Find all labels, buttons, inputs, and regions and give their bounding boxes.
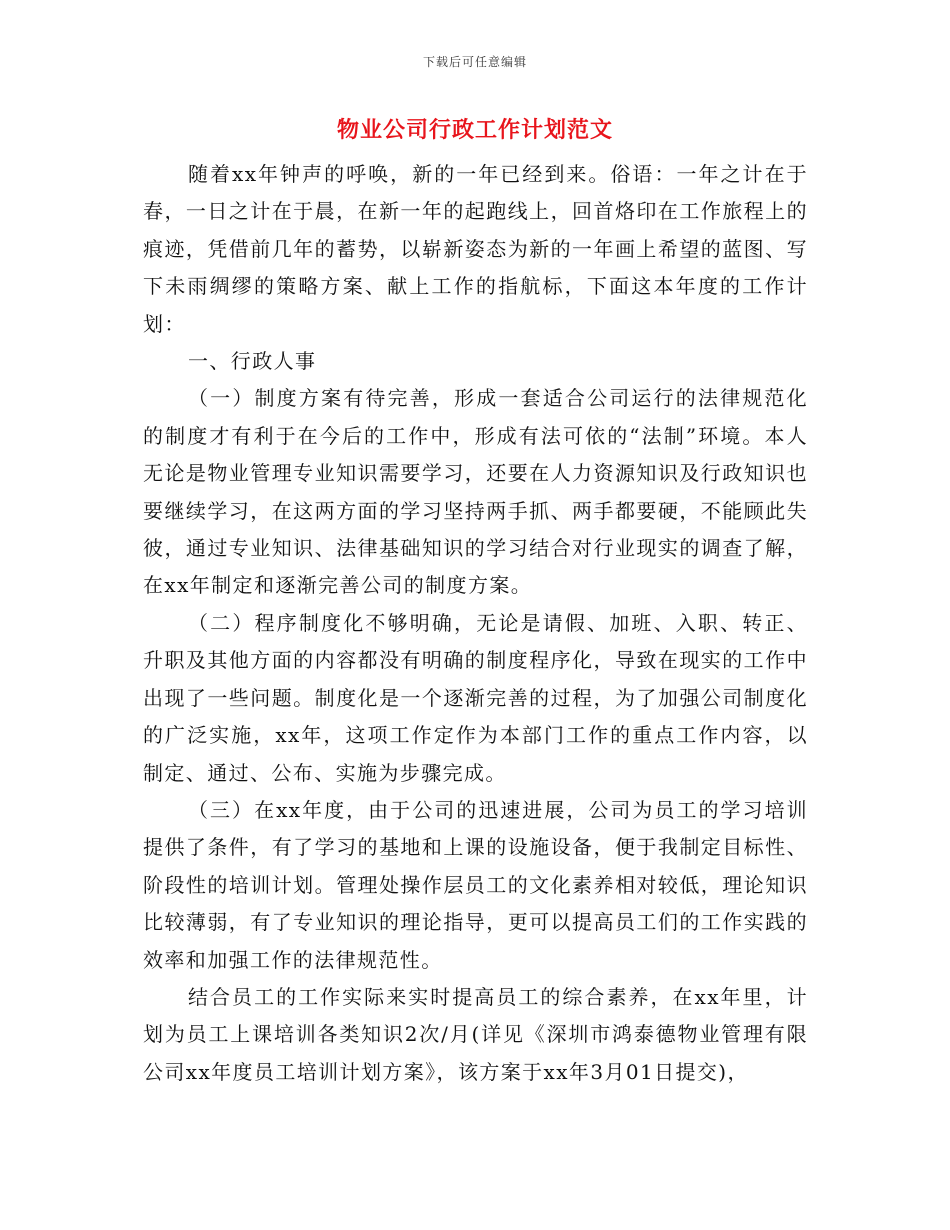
paragraph-training-plan: 结合员工的工作实际来实时提高员工的综合素养，在xx年里，计划为员工上课培训各类知识2次/月(详见《深圳市鸿泰德物业管理有限公司xx年度员工培训计划方案》，该方案于xx年3月01日提交)， — [143, 984, 808, 1084]
paragraph-intro: 随着xx年钟声的呼唤，新的一年已经到来。俗语：一年之计在于春，一日之计在于晨，在新一年的起跑线上，回首烙印在工作旅程上的痕迹，凭借前几年的蓄势，以崭新姿态为新的一年画上希望的蓝图、写下未雨绸缪的策略方案、献上工作的指航标，下面这本年度的工作计划： — [143, 162, 808, 336]
paragraph-item-2: （二）程序制度化不够明确，无论是请假、加班、入职、转正、升职及其他方面的内容都没有明确的制度程序化，导致在现实的工作中出现了一些问题。制度化是一个逐渐完善的过程，为了加强公司制度化的广泛实施，xx年，这项工作定作为本部门工作的重点工作内容，以制定、通过、公布、实施为步骤完成。 — [143, 610, 808, 785]
header-note: 下载后可任意编辑 — [422, 55, 527, 69]
document-title: 物业公司行政工作计划范文 — [336, 117, 613, 143]
paragraph-item-1: （一）制度方案有待完善，形成一套适合公司运行的法律规范化的制度才有利于在今后的工作中，形成有法可依的“法制”环境。本人无论是物业管理专业知识需要学习，还要在人力资源知识及行政知识也要继续学习，在这两方面的学习坚持两手抓、两手都要硬，不能顾此失彼，通过专业知识、法律基础知识的学习结合对行业现实的调查了解，在xx年制定和逐渐完善公司的制度方案。 — [143, 386, 808, 598]
document-body — [143, 156, 808, 1091]
section-heading-admin-hr: 一、行政人事 — [188, 349, 317, 374]
paragraph-item-3: （三）在xx年度，由于公司的迅速进展，公司为员工的学习培训提供了条件，有了学习的基地和上课的设施设备，便于我制定目标性、阶段性的培训计划。管理处操作层员工的文化素养相对较低，理论知识比较薄弱，有了专业知识的理论指导，更可以提高员工们的工作实践的效率和加强工作的法律规范性。 — [143, 797, 808, 972]
